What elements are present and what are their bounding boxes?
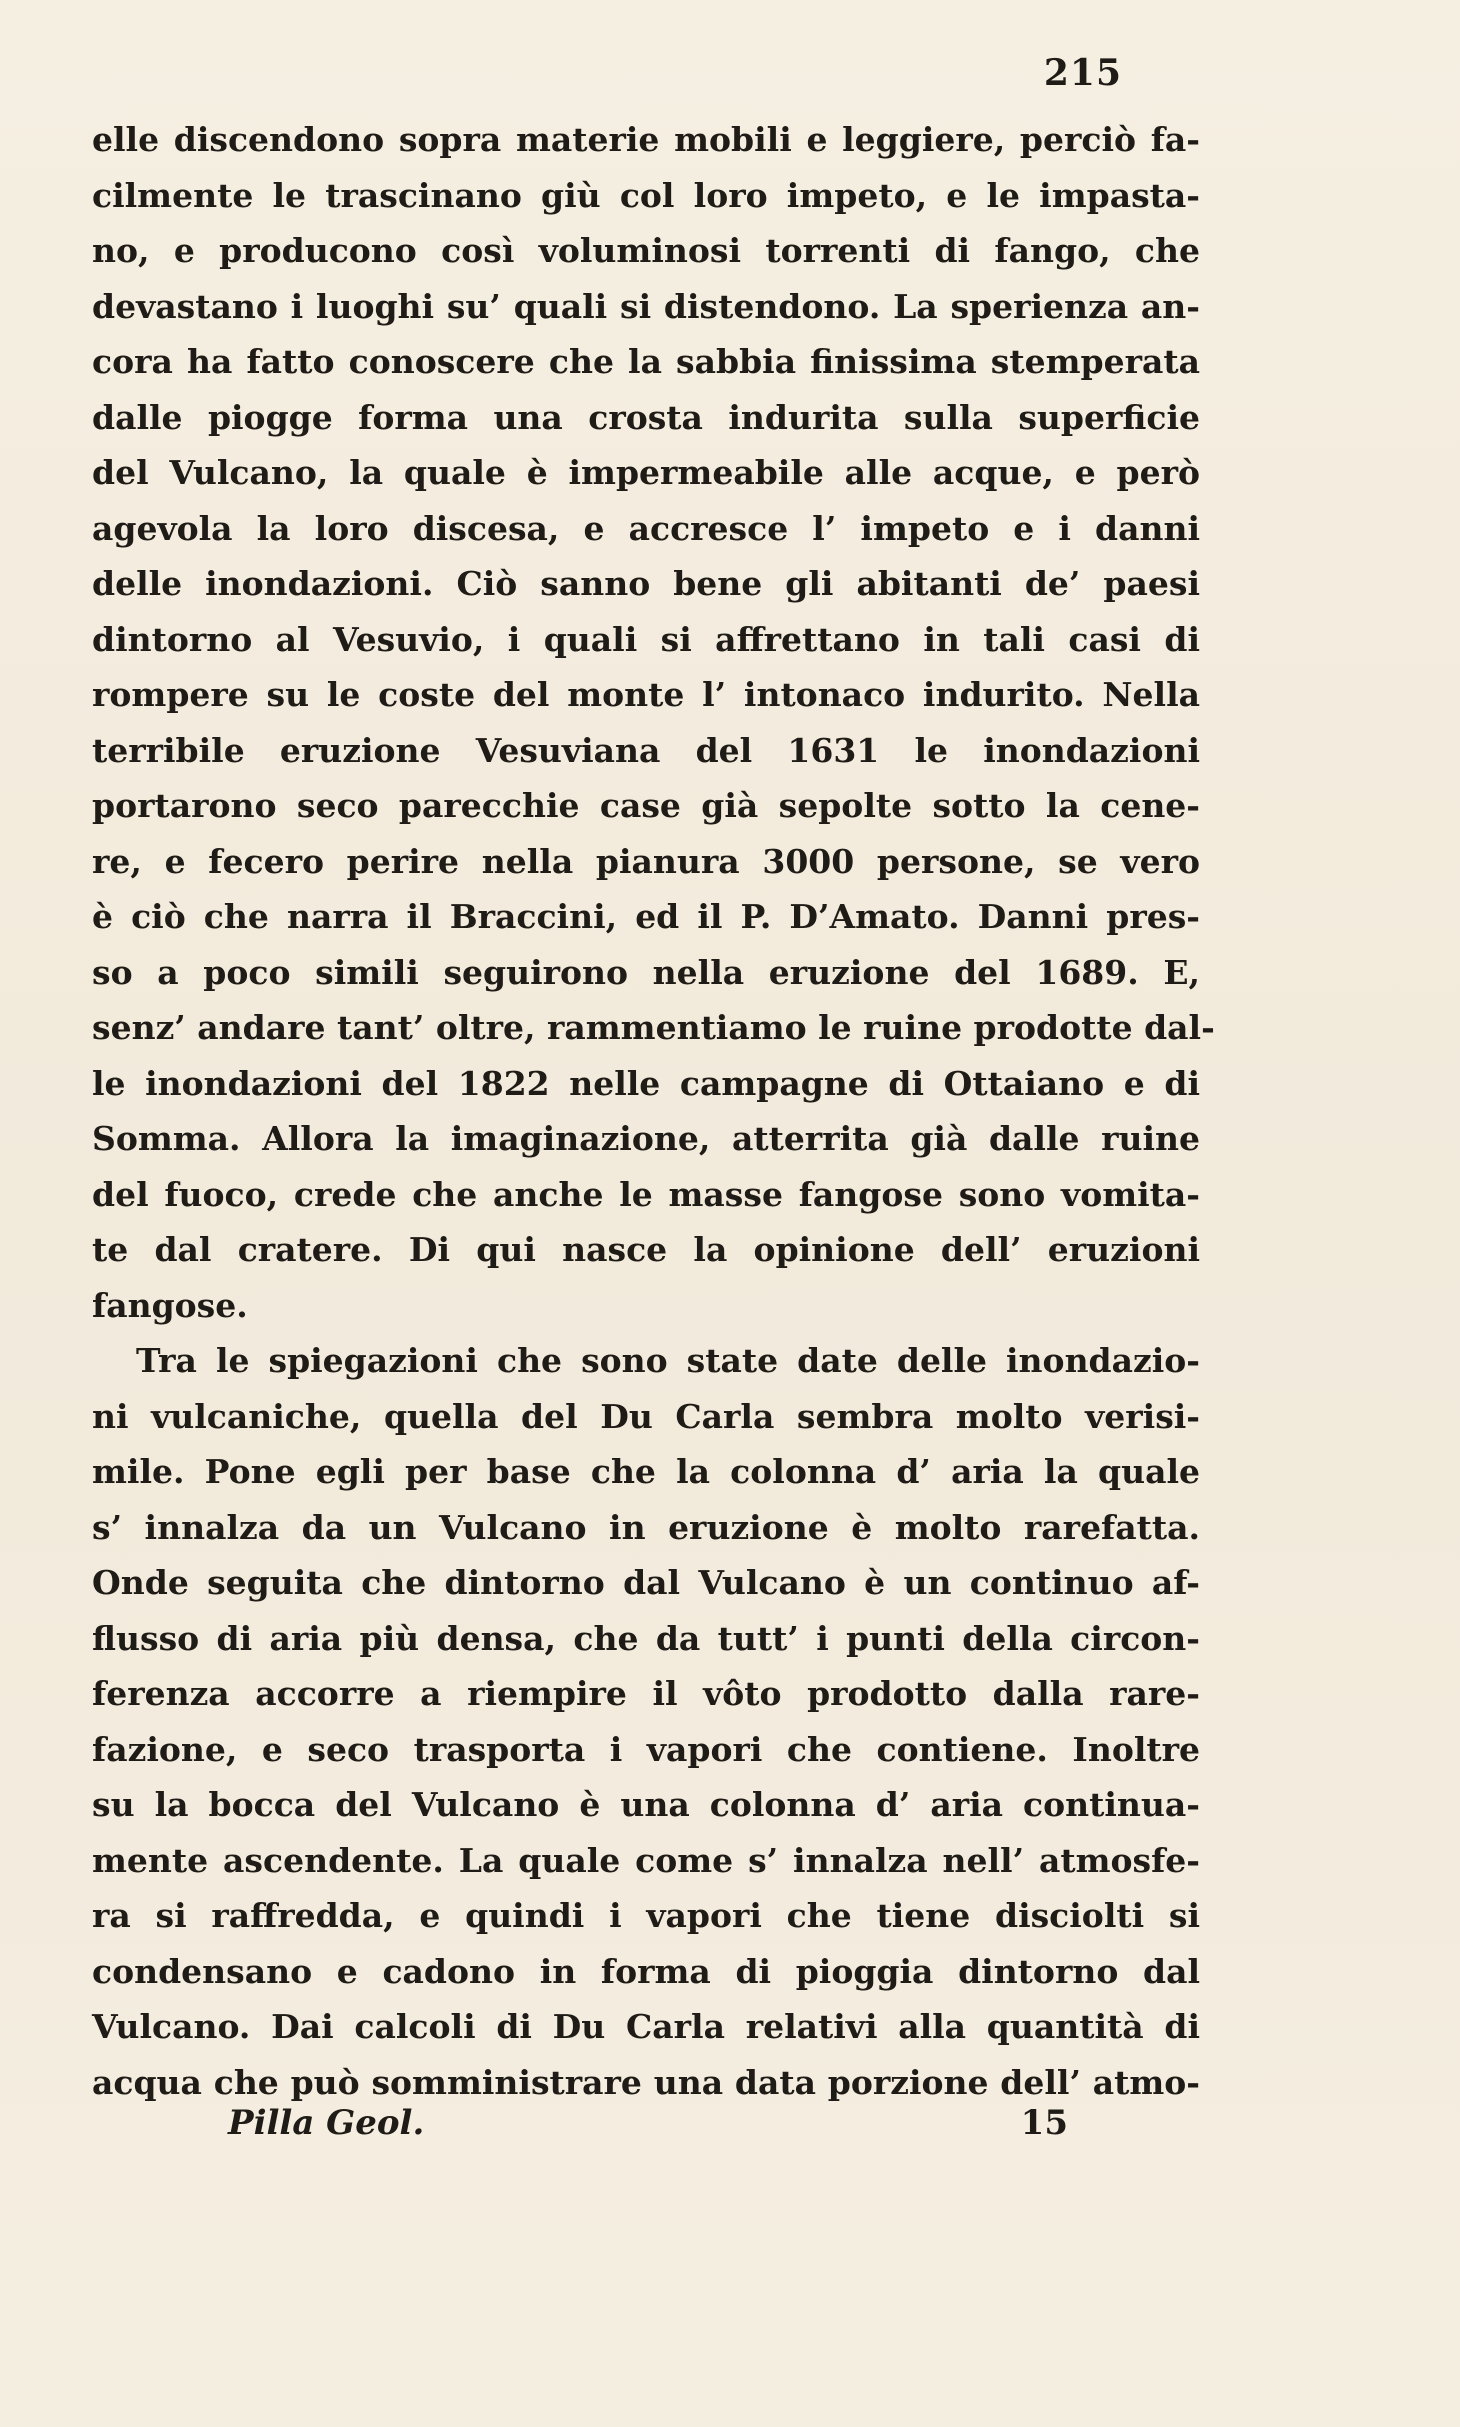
text-line: so a poco simili seguirono nella eruzione del 1689. E,	[92, 952, 1200, 992]
text-line: portarono seco parecchie case già sepolte sotto la cene-	[92, 786, 1200, 825]
text-line: acqua che può somministrare una data porzione dell’ atmo-	[92, 2062, 1200, 2102]
paragraph	[92, 112, 1215, 1333]
text-line: dintorno al Vesuvio, i quali si affrettano in tali casi di	[92, 619, 1200, 659]
text-line: mente ascendente. La quale come s’ innalza nell’ atmosfe-	[92, 1840, 1200, 1880]
text-line: mile. Pone egli per base che la colonna d’ aria la quale	[92, 1452, 1200, 1491]
text-line: s’ innalza da un Vulcano in eruzione è molto rarefatta.	[92, 1507, 1200, 1547]
text-line: del fuoco, crede che anche le masse fangose sono vomita-	[92, 1174, 1200, 1214]
text-line: delle inondazioni. Ciò sanno bene gli abitanti de’ paesi	[92, 564, 1200, 603]
text-line: dalle piogge forma una crosta indurita sulla superficie	[92, 397, 1200, 437]
text-line: ferenza accorre a riempire il vôto prodotto dalla rare-	[92, 1674, 1200, 1713]
text-line: terribile eruzione Vesuviana del 1631 le inondazioni	[92, 730, 1200, 770]
page-footer	[228, 2103, 1068, 2153]
text-line: senz’ andare tant’ oltre, rammentiamo le ruine prodotte dal-	[92, 1008, 1215, 1047]
text-line: ni vulcaniche, quella del Du Carla sembra molto verisi-	[92, 1396, 1200, 1436]
text-line: è ciò che narra il Braccini, ed il P. D’Amato. Danni pres-	[92, 897, 1200, 936]
text-line: su la bocca del Vulcano è una colonna d’ aria continua-	[92, 1785, 1200, 1824]
text-line: te dal cratere. Di qui nasce la opinione dell’ eruzioni	[92, 1230, 1200, 1269]
text-line: no, e producono così voluminosi torrenti di fango, che	[92, 231, 1200, 270]
text-line: Vulcano. Dai calcoli di Du Carla relativi alla quantità di	[92, 2007, 1200, 2046]
text-line: Somma. Allora la imaginazione, atterrita già dalle ruine	[92, 1119, 1200, 1158]
text-line: flusso di aria più densa, che da tutt’ i punti della circon-	[92, 1618, 1200, 1658]
text-line: cora ha fatto conoscere che la sabbia finissima stemperata	[92, 342, 1200, 381]
body-text	[92, 112, 1215, 2110]
signature-mark: Pilla Geol.	[228, 2103, 425, 2143]
paragraph	[92, 1333, 1200, 2110]
text-line: fangose.	[92, 1285, 248, 1325]
signature-number: 15	[1020, 2103, 1068, 2143]
text-line: le inondazioni del 1822 nelle campagne di Ottaiano e di	[92, 1063, 1200, 1103]
text-line: devastano i luoghi su’ quali si distendono. La sperienza an-	[92, 286, 1200, 326]
text-line: condensano e cadono in forma di pioggia dintorno dal	[92, 1951, 1200, 1991]
text-line: rompere su le coste del monte l’ intonaco indurito. Nella	[92, 675, 1200, 714]
text-line: re, e fecero perire nella pianura 3000 persone, se vero	[92, 841, 1200, 881]
text-line: elle discendono sopra materie mobili e leggiere, perciò fa-	[92, 120, 1200, 159]
text-line: fazione, e seco trasporta i vapori che contiene. Inoltre	[92, 1729, 1200, 1769]
text-line: del Vulcano, la quale è impermeabile alle acque, e però	[92, 453, 1200, 492]
text-line: Onde seguita che dintorno dal Vulcano è un continuo af-	[92, 1563, 1200, 1602]
page-number: 215	[1043, 52, 1122, 94]
text-line: ra si raffredda, e quindi i vapori che tiene disciolti si	[92, 1896, 1200, 1935]
text-line: agevola la loro discesa, e accresce l’ impeto e i danni	[92, 508, 1200, 548]
text-line: Tra le spiegazioni che sono state date delle inondazio-	[136, 1341, 1200, 1380]
text-line: cilmente le trascinano giù col loro impeto, e le impasta-	[92, 175, 1200, 215]
